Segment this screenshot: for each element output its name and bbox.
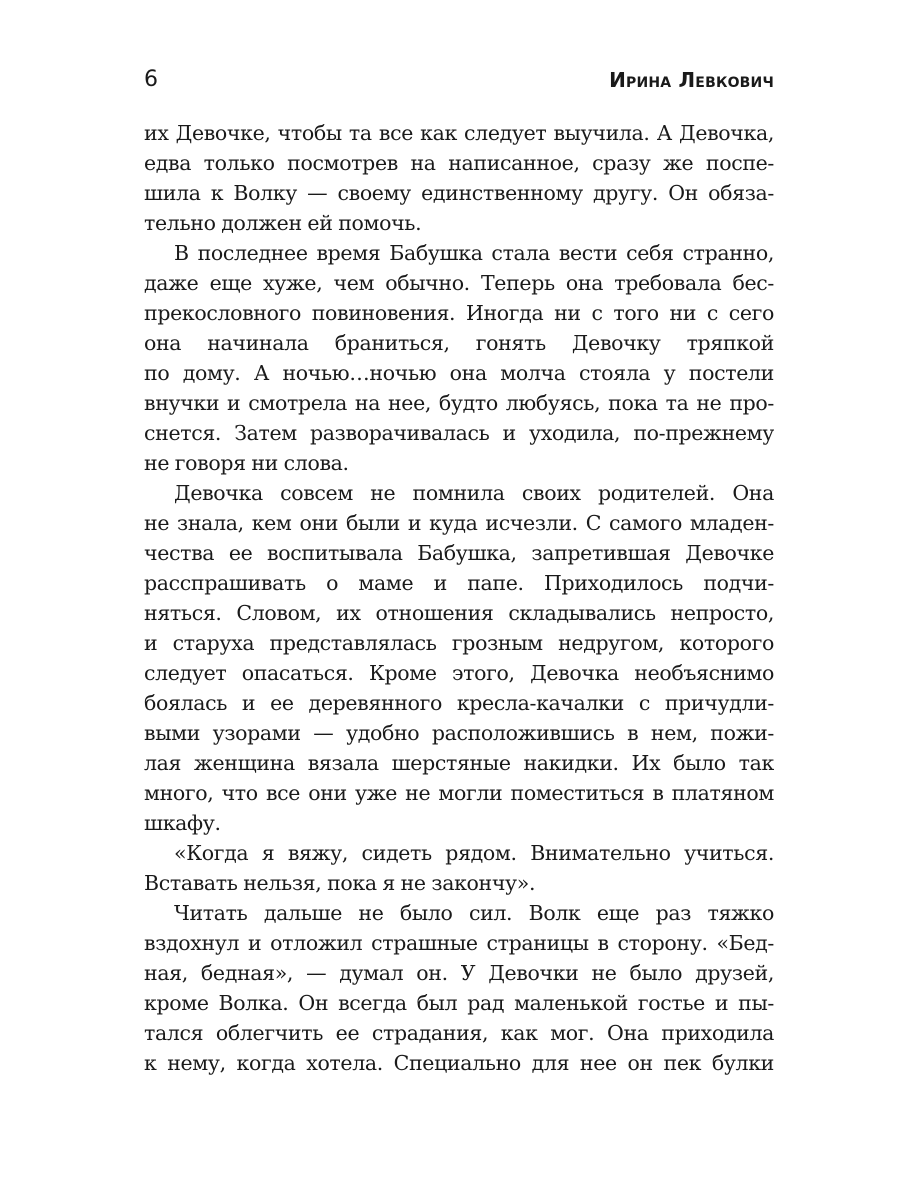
text-line: не знала, кем они были и куда исчезли. С самого младен-	[144, 511, 774, 535]
text-line: Вставать нельзя, пока я не закончу».	[144, 871, 536, 895]
body-text	[144, 118, 774, 1078]
text-line: кроме Волка. Он всегда был рад маленькой гостье и пы-	[144, 991, 774, 1015]
text-line: «Когда я вяжу, сидеть рядом. Внимательно учиться.	[174, 841, 774, 865]
text-line: внучки и смотрела на нее, будто любуясь, пока та не про-	[144, 391, 774, 415]
text-line: боялась и ее деревянного кресла-качалки с причудли-	[144, 691, 774, 715]
text-line: их Девочке, чтобы та все как следует выучила. А Девочка,	[144, 121, 774, 145]
text-line: Девочка совсем не помнила своих родителей. Она	[174, 481, 774, 505]
text-line: она начинала браниться, гонять Девочку тряпкой	[144, 331, 774, 355]
text-line: В последнее время Бабушка стала вести себя странно,	[174, 241, 774, 265]
text-line: Читать дальше не было сил. Волк еще раз тяжко	[174, 901, 774, 925]
text-line: не говоря ни слова.	[144, 451, 349, 475]
text-line: выми узорами — удобно расположившись в нем, пожи-	[144, 721, 774, 745]
text-line: вздохнул и отложил страшные страницы в сторону. «Бед-	[144, 931, 774, 955]
text-line: по дому. А ночью…ночью она молча стояла у постели	[144, 361, 774, 385]
text-line: няться. Словом, их отношения складывались непросто,	[144, 601, 774, 625]
running-head-author: Ирина Левкович	[609, 68, 774, 92]
text-line: расспрашивать о маме и папе. Приходилось подчи-	[144, 571, 774, 595]
text-line: лая женщина вязала шерстяные накидки. Их было так	[144, 751, 774, 775]
text-line: тельно должен ей помочь.	[144, 211, 422, 235]
text-line: и старуха представлялась грозным недругом, которого	[144, 631, 774, 655]
text-line: даже еще хуже, чем обычно. Теперь она требовала бес-	[144, 271, 774, 295]
text-line: тался облегчить ее страдания, как мог. Она приходила	[144, 1021, 774, 1045]
text-line: едва только посмотрев на написанное, сразу же поспе-	[144, 151, 774, 175]
text-line: прекословного повиновения. Иногда ни с того ни с сего	[144, 301, 774, 325]
text-line: шила к Волку — своему единственному другу. Он обяза-	[144, 181, 774, 205]
text-line: следует опасаться. Кроме этого, Девочка необъяснимо	[144, 661, 774, 685]
text-line: шкафу.	[144, 811, 221, 835]
text-line: к нему, когда хотела. Специально для нее он пек булки	[144, 1051, 774, 1075]
text-line: много, что все они уже не могли поместиться в платяном	[144, 781, 774, 805]
text-line: снется. Затем разворачивалась и уходила, по-прежнему	[144, 421, 774, 445]
text-line: ная, бедная», — думал он. У Девочки не было друзей,	[144, 961, 774, 985]
text-line: чества ее воспитывала Бабушка, запретившая Девочке	[144, 541, 774, 565]
page-number: 6	[144, 67, 158, 92]
